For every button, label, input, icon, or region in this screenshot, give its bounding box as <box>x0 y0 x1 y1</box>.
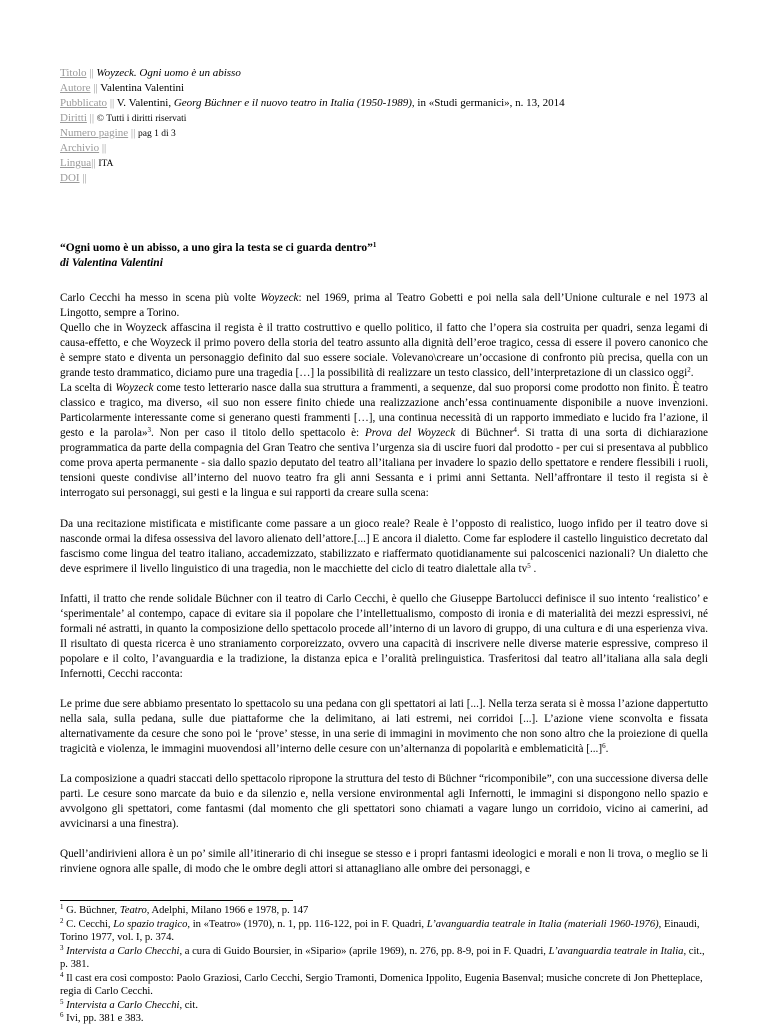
cited-title: L’avanguardia teatrale in Italia <box>548 945 684 957</box>
article-heading <box>60 241 376 271</box>
footnote-4 <box>60 972 708 999</box>
footnote-number: 4 <box>60 970 64 979</box>
pubblicato-prefix: V. Valentini, <box>116 97 174 109</box>
text: , Einaudi, Torino 1977, vol. I, p. 374. <box>60 918 700 943</box>
paragraph-3 <box>60 381 708 501</box>
meta-row-doi <box>60 171 565 186</box>
footnote-number: 5 <box>60 997 64 1006</box>
meta-row-archivio <box>60 141 565 156</box>
footnote-ref-3[interactable]: 3 <box>147 426 152 434</box>
text: . Si tratta di una sorta di dichiarazione programmatica da parte della compagnia del Gran Teatro che sentiva l’urgenza sia di uscire fuori dal prodotto - per cui si presentava al pubblico come prova aperta permanente - sia dallo spazio deputato del teatro all’italiana per invadere lo spazio dello spettatore e rendere flessibili i ruoli, tensioni queste condivise all’interno del nuovo teatro fra gli anni Sessanta e i primi anni Settanta. Nell’affrontare il testo il regista si è interrogato sui personaggi, sui gesti e la lingua e sui rapporti da creare sulla scena: <box>60 427 708 499</box>
separator: || <box>91 157 96 169</box>
text: Le prime due sere abbiamo presentato lo spettacolo su una pedana con gli spettatori ai lati [...]. Nella terza serata si è mossa l’azione dappertutto nella sala, sulla pedana, sulle due piattaforme che la delimitano, ai lati estremi, nei corridoi [...]. L’azione viene sconvolta e fissata alternativamente da cesure che sono poi le ‘prove’ stesse, in una serie di immagini in movimento che non sono altro che la proiezione di quella tragicità e violenza, le immagini muovendosi all’interno delle cesure con un’alternanza di popolarità e emblematicità [...] <box>60 698 708 755</box>
text: Carlo Cecchi ha messo in scena più volte <box>60 292 261 304</box>
article-body <box>60 291 708 892</box>
lingua-value: ITA <box>98 159 114 169</box>
footnote-number: 6 <box>60 1011 64 1019</box>
text: , a cura di Guido Boursier, in «Sipario» (aprile 1969), n. 276, pp. 8-9, poi in F. Quadri, <box>179 945 549 957</box>
metadata-block <box>60 66 565 186</box>
work-title: Prova del Woyzeck <box>364 427 456 439</box>
numero-pagine-value: pag 1 di 3 <box>138 129 176 139</box>
doi-link[interactable]: DOI <box>60 172 80 184</box>
pubblicato-suffix: in «Studi germanici», n. 13, 2014 <box>414 97 565 109</box>
text: . <box>690 367 694 379</box>
footnotes <box>60 904 708 1026</box>
autore-value: Valentina Valentini <box>100 82 185 94</box>
cited-title: Teatro <box>119 905 147 916</box>
paragraph-1 <box>60 291 708 321</box>
footnote-ref-1[interactable]: 1 <box>372 241 377 249</box>
block-quote-2 <box>60 697 708 757</box>
separator: || <box>101 142 107 154</box>
lingua-link[interactable]: Lingua <box>60 157 92 169</box>
footnote-6 <box>60 1012 708 1026</box>
article-author: di Valentina Valentini <box>60 257 163 269</box>
footnote-ref-5[interactable]: 5 <box>527 562 531 570</box>
meta-row-pubblicato <box>60 96 565 111</box>
work-title: Woyzeck <box>115 382 154 394</box>
text: Ivi, pp. 381 e 383. <box>63 1013 144 1024</box>
cited-title: L’avanguardia teatrale in Italia (materiali 1960-1976) <box>426 918 659 930</box>
meta-row-autore <box>60 81 565 96</box>
footnote-divider <box>60 900 293 901</box>
footnote-5 <box>60 999 708 1013</box>
text: G. Büchner, <box>63 905 120 916</box>
cited-title: Intervista a Carlo Checchi <box>66 999 180 1011</box>
text: . <box>530 563 537 575</box>
paragraph-2 <box>60 321 708 381</box>
text: , cit. <box>179 999 198 1011</box>
footnote-3 <box>60 945 708 972</box>
numero-pagine-link[interactable]: Numero pagine <box>60 127 129 139</box>
footnote-ref-6[interactable]: 6 <box>602 742 606 750</box>
text: . <box>605 743 609 755</box>
footnote-number: 3 <box>60 943 64 952</box>
diritti-value: © Tutti i diritti riservati <box>96 114 187 124</box>
text: Quello che in Woyzeck affascina il regista è il tratto costruttivo e quello politico, il fatto che l’opera sia costruita per quadri, senza legami di causa-effetto, e che Woyzeck il primo povero della storia del teatro assunto alla dignità dell’eroe tragico, cessa di essere il povero canonico che è sempre stato e diventa un personaggio definito dal suo essere sociale. Volevano\creare un’occasione di confronto più precisa, quella con un grande testo drammatico, diciamo pure una tragedia […] la possibilità di realizzare un testo classico, dell’interpretazione di un classico oggi <box>60 322 708 379</box>
paragraph-6: Quell’andirivieni allora è un po’ simile all’itinerario di chi insegue se stesso e i propri fantasmi ideologici e morali e non li trova, o meglio se li rinviene ognora alle spalle, di modo che le ombre degli attori si attanagliano alle ombre dei personaggi, e <box>60 848 708 875</box>
footnote-1 <box>60 904 708 918</box>
footnote-ref-4[interactable]: 4 <box>513 426 517 434</box>
text: , in «Teatro» (1970), n. 1, pp. 116-122, poi in F. Quadri, <box>187 918 427 930</box>
separator: || <box>93 82 98 94</box>
titolo-link[interactable]: Titolo <box>60 67 87 79</box>
cited-title: Lo spazio tragico <box>113 918 188 930</box>
meta-row-titolo <box>60 66 565 81</box>
text: Il cast era così composto: Paolo Graziosi, Carlo Cecchi, Sergio Tramonti, Domenica Ippolito, Eugenia Basenval; musiche concrete di Jon Phetteplace, regia di Carlo Cecchi. <box>60 972 703 997</box>
autore-link[interactable]: Autore <box>60 82 91 94</box>
footnote-ref-2[interactable]: 2 <box>687 366 691 374</box>
cited-title: Intervista a Carlo Checchi <box>66 945 180 957</box>
text: Da una recitazione mistificata e mistificante come passare a un gioco reale? Reale è l’opposto di realistico, luogo infido per il teatro dove si nasconde ormai la difesa ossessiva del lavoro alienato dell’attore.[...] E ancora il dialetto. Come far esplodere il castello linguistico decretato dal fascismo come lingua del teatro italiano, accademizzato, stabilizzato e riaffermato quotidianamente sui palcoscenici nazionali? Un dialetto che deve esprimere il livello linguistico di una tragedia, non le macchiette del ciclo di teatro dialettale alla tv <box>60 518 708 575</box>
footnote-2 <box>60 918 708 945</box>
pubblicato-title: Georg Büchner e il nuovo teatro in Italia (1950-1989), <box>173 97 415 109</box>
paragraph-5: La composizione a quadri staccati dello spettacolo ripropone la struttura del testo di Büchner “ricomponibile”, con una successione diversa delle parti. Le cesure sono marcate da buio e da silenzio e, nella versione environmental agli Infernotti, le immagini si dispongono nello spazio e avvolgono gli spettatori, come fantasmi (dal momento che gli spettatori sono chiamati a vagare lungo un corridoio, vicino ai camerini, ad avvicinarsi a una finestra). <box>60 773 708 830</box>
paragraph-4: Infatti, il tratto che rende solidale Büchner con il teatro di Carlo Cecchi, è quello che Giuseppe Bartolucci definisce il suo intento ‘realistico’ e ‘sperimentale’ al contempo, capace di evitare sia il popolare che l’intellettualismo, composto di ironia e di materialità dei mezzi espressivi, né formali né astratti, in quanto la composizione dello spettacolo procede all’interno di un lavoro di gruppo, di una cultura e di una esperienza viva. Il risultato di questa ricerca è uno straniamento corporeizzato, ovvero una capacità di inscrivere nelle diverse materie espressive, compreso il popolare e il colto, l’avanguardia e la tradizione, la distanza epica e l’oralità prelinguistica. Trasferitosi dal teatro all’italiana alla sala degli Infernotti, Cecchi racconta: <box>60 593 708 680</box>
text: , Adelphi, Milano 1966 e 1978, p. 147 <box>146 905 309 916</box>
meta-row-numero-pagine <box>60 126 565 141</box>
meta-row-diritti <box>60 111 565 126</box>
text: La scelta di <box>60 382 116 394</box>
footnote-number: 1 <box>60 903 64 911</box>
block-quote-1 <box>60 517 708 577</box>
archivio-link[interactable]: Archivio <box>60 142 100 154</box>
article-title <box>60 241 376 256</box>
meta-row-lingua <box>60 156 565 171</box>
text: . Non per caso il titolo dello spettacolo è: <box>151 427 365 439</box>
work-title: Woyzeck <box>260 292 299 304</box>
separator: || <box>82 172 87 184</box>
text: , cit., p. 381. <box>60 945 705 970</box>
text: C. Cecchi, <box>63 918 114 930</box>
separator: || <box>89 67 94 79</box>
titolo-value: Woyzeck. Ogni uomo è un abisso <box>96 67 241 79</box>
separator: || <box>130 127 136 139</box>
separator: || <box>109 97 115 109</box>
footnote-number: 2 <box>60 916 64 925</box>
text: : nel 1969, prima al Teatro Gobetti e poi nella sala dell’Unione culturale e nel 1973 al Lingotto, sempre a Torino. <box>60 292 708 319</box>
text: di Büchner <box>455 427 514 439</box>
text: come testo letterario nasce dalla sua struttura a frammenti, a sequenze, dal suo proporsi come prodotto non finito. È teatro classico e tragico, ma diverso, «il suo non essere finito chiede una realizzazione anch’essa continuamente disponibile a nuove invenzioni. Particolarmente interessante come si generano questi frammenti […], una continua necessità di un rapporto immediato e lucido fra l’azione, il gesto e la parola» <box>60 382 709 439</box>
article-title-text: “Ogni uomo è un abisso, a uno gira la testa se ci guarda dentro” <box>60 242 373 254</box>
diritti-link[interactable]: Diritti <box>60 112 87 124</box>
pubblicato-link[interactable]: Pubblicato <box>60 97 108 109</box>
separator: || <box>89 112 95 124</box>
